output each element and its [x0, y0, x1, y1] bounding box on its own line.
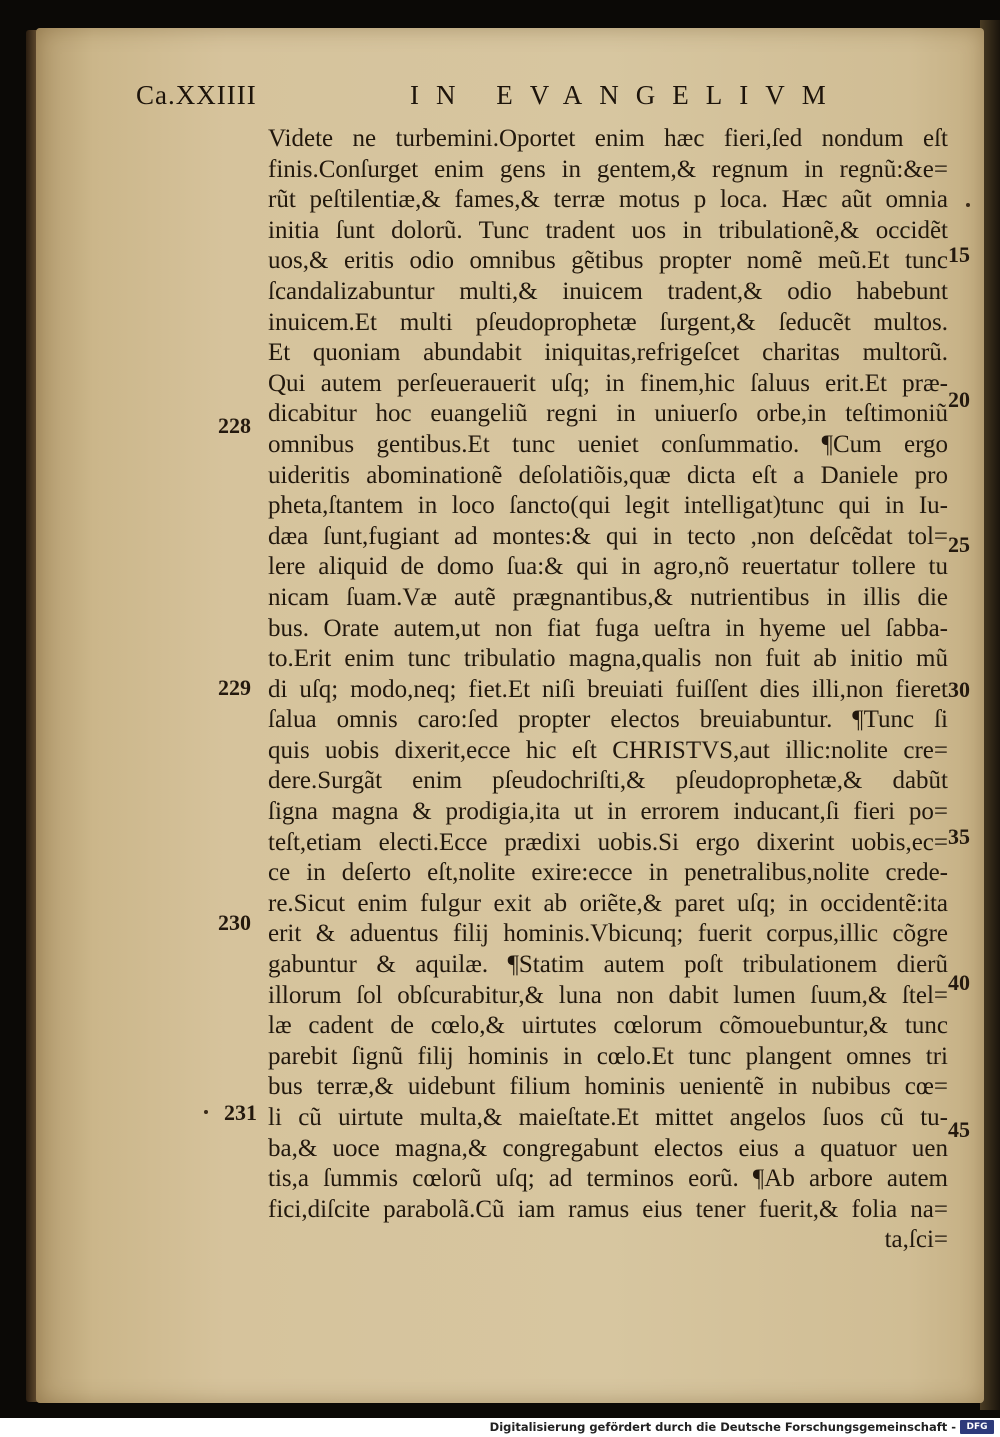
text-line: Et quoniam abundabit iniquitas,refrigeſcet charitas multorũ. [268, 339, 948, 367]
body-text [268, 124, 948, 1256]
text-line: li cũ uirtute multa,& maieſtate.Et mittet angelos ſuos cũ tu- [268, 1104, 948, 1131]
text-line: parebit ſignũ filij hominis in cœlo.Et tunc plangent omnes tri [268, 1042, 948, 1070]
text-line: ſalua omnis caro:ſed propter electos breuiabuntur. ¶Tunc ſi [268, 706, 948, 734]
text-line: dere.Surgãt enim pſeudochriſti,& pſeudoprophetæ,& dabũt [268, 767, 948, 795]
ink-speck [204, 1110, 208, 1114]
text-line: ce in deſerto eſt,nolite exire:ecce in penetralibus,nolite crede- [268, 859, 948, 887]
margin-verse-number: 15 [948, 242, 970, 267]
margin-section-number: 231 [224, 1100, 257, 1125]
text-line: to.Erit enim tunc tribulatio magna,qualis non fuit ab initio mũ [268, 645, 948, 673]
text-line: pheta,ſtantem in loco ſancto(qui legit intelligat)tunc qui in Iu- [268, 492, 948, 520]
text-line: teſt,etiam electi.Ecce prædixi uobis.Si ergo dixerint uobis,ec= [268, 828, 948, 856]
margin-section-number: 230 [218, 910, 251, 935]
digitization-footer [0, 1418, 1000, 1437]
text-line: bus. Orate autem,ut non fiat fuga ueſtra in hyeme uel ſabba- [268, 614, 948, 642]
ink-speck [966, 203, 970, 207]
text-line: uos,& eritis odio omnibus gẽtibus propter nomẽ meũ.Et tunc [268, 247, 948, 275]
text-line: lere aliquid de domo ſua:& qui in agro,nõ reuertatur tollere tu [268, 553, 948, 581]
text-line: Qui autem perſeuerauerit uſq; in finem,hic ſaluus erit.Et præ- [268, 369, 948, 397]
text-line: nicam ſuam.Væ autẽ prægnantibus,& nutrientibus in illis die [268, 583, 948, 611]
margin-verse-number: 20 [948, 387, 970, 412]
text-line: Videte ne turbemini.Oportet enim hæc fieri,ſed nondum eſt [268, 125, 948, 152]
text-line: illorum ſol obſcurabitur,& luna non dabit lumen ſuum,& ſtel= [268, 981, 948, 1009]
text-line: ſigna magna & prodigia,ita ut in errorem inducant,ſi fieri po= [268, 798, 948, 826]
margin-verse-number: 35 [948, 824, 970, 849]
text-line: initia ſunt dolorũ. Tunc tradent uos in tribulationẽ,& occidẽt [268, 216, 948, 244]
running-head [0, 80, 1000, 120]
text-line: gabuntur & aquilæ. ¶Statim autem poſt tribulationem dierũ [268, 951, 948, 979]
text-line: di uſq; modo,neq; fiet.Et niſi breuiati fuiſſent dies illi,non fieret [268, 675, 948, 703]
text-line: ba,& uoce magna,& congregabunt electos eius a quatuor uen [268, 1134, 948, 1162]
margin-section-number: 228 [218, 413, 251, 438]
margin-verse-number: 40 [948, 970, 970, 995]
text-line: dicabitur hoc euangeliũ regni in uniuerſo orbe,in teſtimoniũ [268, 400, 948, 428]
text-line: erit & aduentus filij hominis.Vbicunq; fuerit corpus,illic cõgre [268, 920, 948, 948]
text-line: re.Sicut enim fulgur exit ab oriẽte,& paret uſq; in occidentẽ:ita [268, 889, 948, 917]
text-line: rũt peſtilentiæ,& fames,& terræ motus p loca. Hæc aũt omnia [268, 186, 948, 214]
text-line: uideritis abominationẽ deſolatiõis,quæ dicta eſt a Daniele pro [268, 461, 948, 489]
text-line: bus terræ,& uidebunt filium hominis uenientẽ in nubibus cœ= [268, 1073, 948, 1101]
text-line: tis,a ſummis cœlorũ uſq; ad terminos eorũ. ¶Ab arbore autem [268, 1165, 948, 1193]
margin-verse-number: 25 [948, 532, 970, 557]
margin-verse-number: 45 [948, 1117, 970, 1142]
funding-credit: Digitalisierung gefördert durch die Deutsche Forschungsgemeinschaft - [489, 1420, 956, 1434]
margin-section-number: 229 [218, 675, 251, 700]
text-line: dæa ſunt,fugiant ad montes:& qui in tecto ,non deſcẽdat tol= [268, 522, 948, 550]
chapter-label: Ca.XXIIII [136, 80, 257, 110]
text-line: læ cadent de cœlo,& uirtutes cœlorum cõmouebuntur,& tunc [268, 1012, 948, 1040]
margin-verse-number: 30 [948, 677, 970, 702]
catchword: ta,ſci= [884, 1226, 948, 1254]
text-line: quis uobis dixerit,ecce hic eſt CHRISTVS,aut illic:nolite cre= [268, 736, 948, 764]
text-line: inuicem.Et multi pſeudoprophetæ ſurgent,& ſeducẽt multos. [268, 308, 948, 336]
text-line: finis.Conſurget enim gens in gentem,& regnum in regnũ:&e= [268, 155, 948, 183]
text-line: omnibus gentibus.Et tunc ueniet conſummatio. ¶Cum ergo [268, 430, 948, 458]
text-line: ſcandalizabuntur multi,& inuicem tradent,& odio habebunt [268, 277, 948, 305]
dfg-logo: DFG [960, 1420, 994, 1434]
running-title: IN EVANGELIVM [410, 80, 843, 110]
text-line: fici,diſcite parabolã.Cũ iam ramus eius tener fuerit,& folia na= [268, 1195, 948, 1223]
